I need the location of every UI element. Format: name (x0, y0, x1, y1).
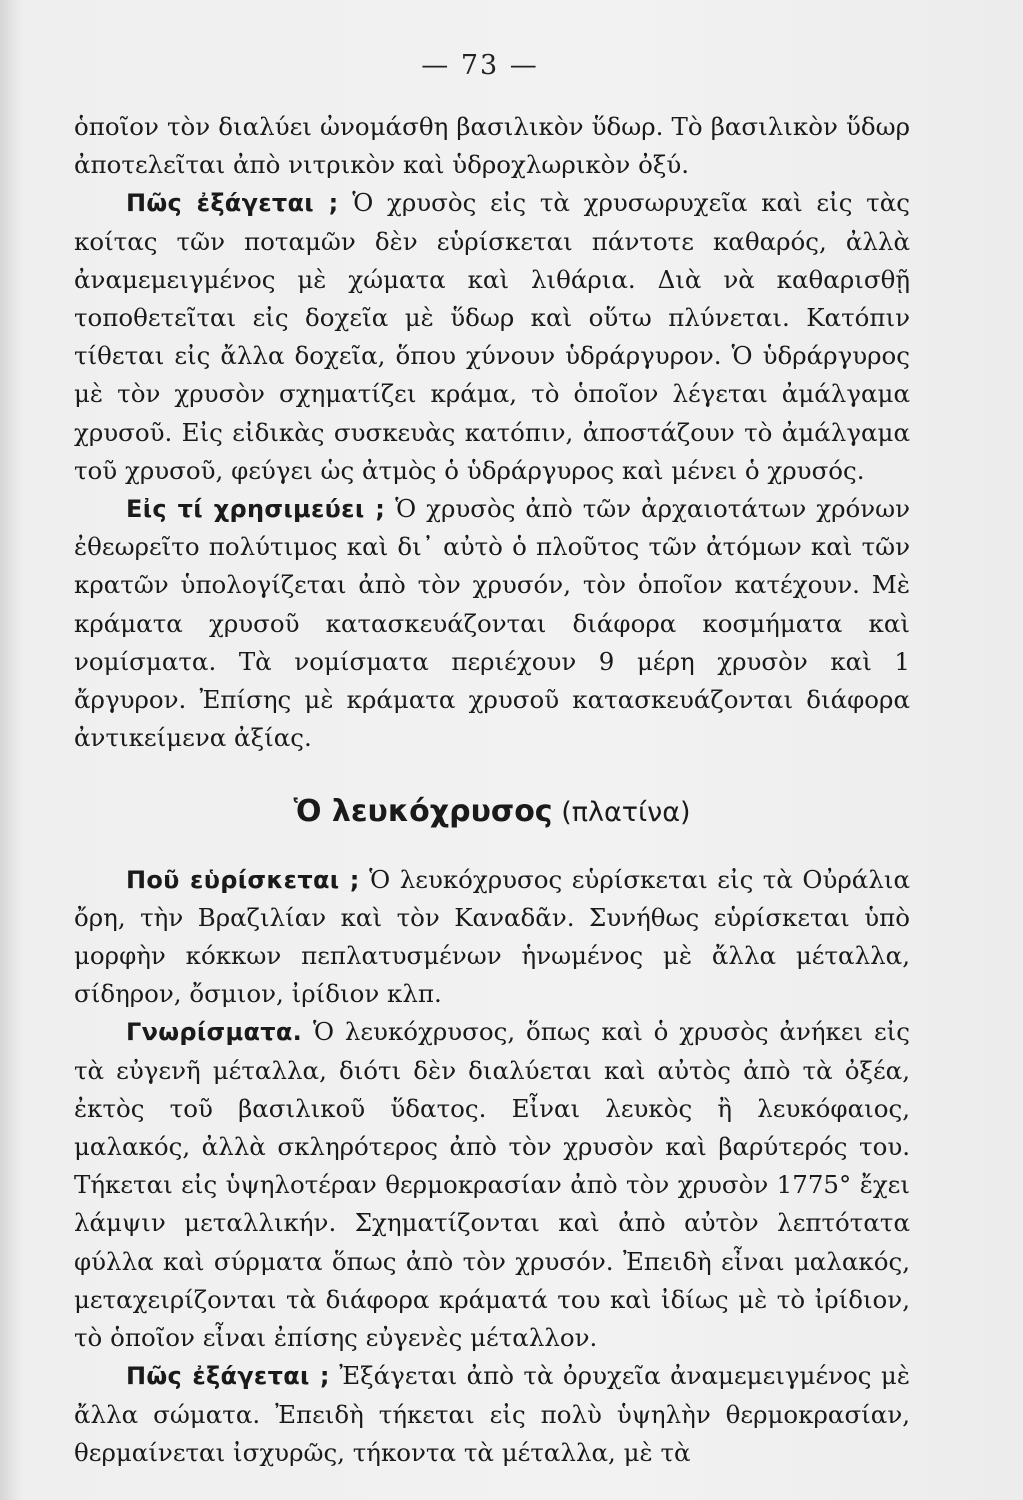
paragraph-lead: Γνωρίσματα. (126, 1018, 303, 1047)
page-number: — 73 — (421, 50, 539, 81)
paragraph-platinum-extraction (74, 1357, 910, 1472)
paragraph-extraction (74, 184, 910, 490)
section-heading (74, 793, 910, 832)
page-text (74, 108, 910, 1472)
paragraph-lead: Ποῦ εὑρίσκεται ; (126, 865, 360, 894)
paragraph-uses (74, 490, 910, 757)
paragraph-lead: Εἰς τί χρησιμεύει ; (126, 495, 386, 524)
paragraph-location (74, 861, 910, 1014)
section-heading-sub: (πλατίνα) (561, 797, 691, 829)
paragraph-text: Ὁ λευκόχρυσος, ὅπως καὶ ὁ χρυσὸς ἀνήκει εἰς τὰ εὐγενῆ μέταλλα, διότι δὲν διαλύεται καὶ αὐτὸς ἀπὸ τὰ ὀξέα, ἐκτὸς τοῦ βασιλικοῦ ὕδατος. Εἶναι λευκὸς ἢ λευκόφαιος, μαλακός, ἀλλὰ σκληρότερος ἀπὸ τὸν χρυσὸν καὶ βαρύτερός του. Τήκεται εἰς ὑψηλοτέραν θερμοκρασίαν ἀπὸ τὸν χρυσὸν 1775° ἔχει λάμψιν μεταλλικήν. Σχηματίζονται καὶ ἀπὸ αὐτὸν λεπτότατα φύλλα καὶ σύρματα ὅπως ἀπὸ τὸν χρυσόν. Ἐπειδὴ εἶναι μαλακός, μεταχειρίζονται τὰ διάφορα κράματά του καὶ ἰδίως μὲ τὸ ἰρίδιον, τὸ ὁποῖον εἶναι ἐπίσης εὐγενὲς μέταλλον. (74, 1017, 910, 1353)
paragraph-properties (74, 1013, 910, 1357)
paragraph-text: Ὁ χρυσὸς ἀπὸ τῶν ἀρχαιοτάτων χρόνων ἐθεωρεῖτο πολύτιμος καὶ δι᾽ αὐτὸ ὁ πλοῦτος τῶν ἀτόμων καὶ τῶν κρατῶν ὑπολογίζεται ἀπὸ τὸν χρυσόν, τὸν ὁποῖον κατέχουν. Μὲ κράματα χρυσοῦ κατασκευάζονται διάφορα κοσμήματα καὶ νομίσματα. Τὰ νομίσματα περιέχουν 9 μέρη χρυσὸν καὶ 1 ἄργυρον. Ἐπίσης μὲ κράματα χρυσοῦ κατασκευάζονται διάφορα ἀντικείμενα ἀξίας. (74, 494, 911, 753)
paragraph-lead: Πῶς ἐξάγεται ; (126, 189, 339, 218)
paragraph-text: Ὁ λευκόχρυσος εὑρίσκεται εἰς τὰ Οὐράλια ὄρη, τὴν Βραζιλίαν καὶ τὸν Καναδᾶν. Συνήθως εὑρίσκεται ὑπὸ μορφὴν κόκκων πεπλατυσμένων ἡνωμένος μὲ ἄλλα μέταλλα, σίδηρον, ὄσμιον, ἰρίδιον κλπ. (74, 864, 910, 1009)
paragraph-text: ὁποῖον τὸν διαλύει ὠνομάσθη βασιλικὸν ὕδωρ. Τὸ βασιλικὸν ὕδωρ ἀποτελεῖται ἀπὸ νιτρικὸν καὶ ὑδροχλωρικὸν ὀξύ. (74, 112, 910, 180)
paragraph-continuation (74, 108, 910, 184)
paragraph-text: Ἐξάγεται ἀπὸ τὰ ὀρυχεῖα ἀναμεμειγμένος μὲ ἄλλα σώματα. Ἐπειδὴ τήκεται εἰς πολὺ ὑψηλὴν θερμοκρασίαν, θερμαίνεται ἰσχυρῶς, τήκοντα τὰ μέταλλα, μὲ τὰ (74, 1361, 910, 1467)
section-heading-main: Ὁ λευκόχρυσος (293, 794, 553, 830)
paragraph-lead: Πῶς ἐξάγεται ; (126, 1362, 330, 1391)
paragraph-text: Ὁ χρυσὸς εἰς τὰ χρυσωρυχεῖα καὶ εἰς τὰς κοίτας τῶν ποταμῶν δὲν εὑρίσκεται πάντοτε καθαρός, ἀλλὰ ἀναμεμειγμένος μὲ χώματα καὶ λιθάρια. Διὰ νὰ καθαρισθῇ τοποθετεῖται εἰς δοχεῖα μὲ ὕδωρ καὶ οὕτω πλύνεται. Κατόπιν τίθεται εἰς ἄλλα δοχεῖα, ὅπου χύνουν ὑδράργυρον. Ὁ ὑδράργυρος μὲ τὸν χρυσὸν σχηματίζει κράμα, τὸ ὁποῖον λέγεται ἀμάλγαμα χρυσοῦ. Εἰς εἰδικὰς συσκευὰς κατόπιν, ἀποστάζουν τὸ ἀμάλγαμα τοῦ χρυσοῦ, φεύγει ὡς ἀτμὸς ὁ ὑδράργυρος καὶ μένει ὁ χρυσός. (74, 188, 910, 485)
